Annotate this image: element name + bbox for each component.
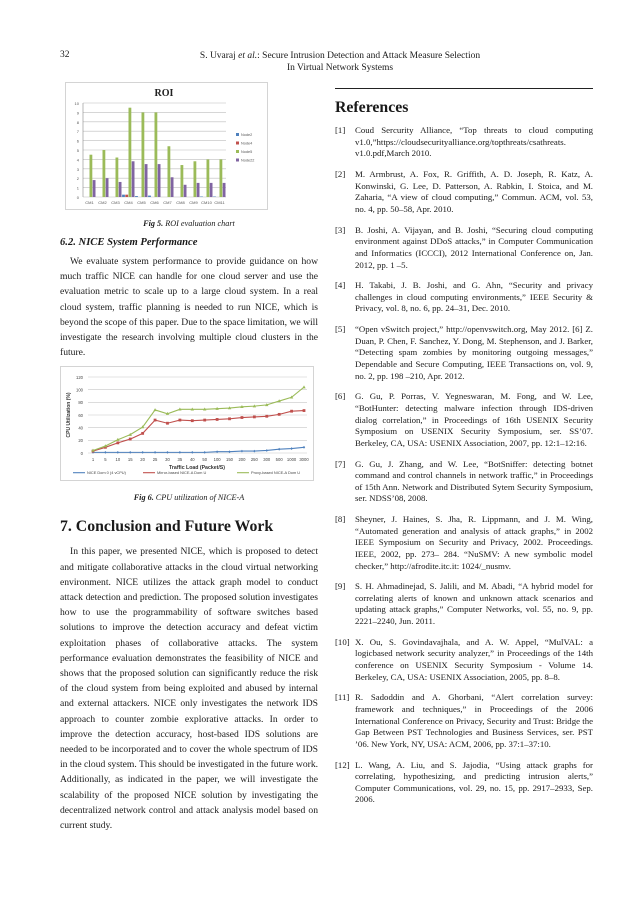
bar xyxy=(145,164,148,197)
reference-item xyxy=(335,637,593,683)
y-tick-label: 20 xyxy=(78,438,83,444)
header-title-line2: In Virtual Network Systems xyxy=(286,63,394,73)
y-tick-label: 6 xyxy=(76,138,79,144)
data-marker xyxy=(290,448,292,451)
running-header xyxy=(140,50,540,74)
x-tick-label: CM8 xyxy=(176,200,185,205)
reference-text: Coud Sercurity Alliance, “Top threats to cloud computing v1.0,”https://cloudsecurityalliance.org/topthreats/csathreats. v1.0.pdf,March 2010. xyxy=(355,125,593,159)
chart-title: ROI xyxy=(154,88,174,99)
reference-number: [1] xyxy=(335,125,346,136)
bar xyxy=(135,196,138,197)
reference-number: [12] xyxy=(335,759,350,770)
x-tick-label: 150 xyxy=(226,457,234,463)
bar xyxy=(142,112,145,197)
bar xyxy=(90,155,93,197)
reference-item xyxy=(335,391,593,449)
bar xyxy=(181,165,184,197)
x-tick-label: 50 xyxy=(202,457,208,463)
reference-item xyxy=(335,280,593,315)
legend-label: Node4 xyxy=(241,141,253,146)
x-tick-label: 30 xyxy=(165,457,170,463)
x-tick-label: 200 xyxy=(238,457,246,463)
reference-number: [10] xyxy=(335,636,350,647)
x-tick-label: 25 xyxy=(152,457,158,463)
x-tick-label: 35 xyxy=(177,457,183,463)
reference-text: M. Armbrust, A. Fox, R. Griffith, A. D. Joseph, R. Katz, A. Konwinski, G. Lee, D. Patterson, A. Rabkin, I. Stoica, and M. Zaharia, “A view of cloud computing,” Commun. ACM, vol. 53, no. 4, pp. 50–58, Apr. 2010. xyxy=(355,169,593,214)
bar xyxy=(129,108,132,197)
data-marker xyxy=(141,451,143,454)
right-column xyxy=(335,88,593,815)
figure6-caption-label: Fig 6. xyxy=(133,493,154,503)
y-tick-label: 4 xyxy=(76,157,79,163)
bar xyxy=(184,185,187,197)
y-tick-label: 40 xyxy=(78,425,83,431)
bar xyxy=(106,178,109,197)
data-marker xyxy=(302,386,305,389)
reference-item xyxy=(335,324,593,382)
x-tick-label: CM6 xyxy=(150,200,159,205)
x-tick-label: 15 xyxy=(127,457,133,463)
reference-text: H. Takabi, J. B. Joshi, and G. Ahn, “Security and privacy challenges in cloud computing environments,” IEEE Security & Privacy, vol. 8, no. 6, pp. 24–31, Dec. 2010. xyxy=(355,280,593,314)
x-tick-label: 5 xyxy=(104,457,107,463)
header-etal: et al. xyxy=(238,51,258,61)
bar xyxy=(158,164,161,197)
y-axis-label: CPU Utilization (%) xyxy=(66,392,72,438)
header-title-line1: : Secure Intrusion Detection and Attack Measure Selection xyxy=(257,51,481,61)
y-tick-label: 9 xyxy=(76,110,79,116)
y-tick-label: 1 xyxy=(76,185,79,191)
y-tick-label: 10 xyxy=(74,101,79,106)
data-marker xyxy=(253,450,255,453)
bar xyxy=(122,195,125,197)
reference-item xyxy=(335,581,593,627)
reference-number: [7] xyxy=(335,458,346,469)
reference-text: S. H. Ahmadinejad, S. Jalili, and M. Abadi, “A hybrid model for correlating alerts of known and unknown attack scenarios and updating attack graphs,” Computer Networks, vol. 55, no. 9, pp. 2221–2240, Jun. 2011. xyxy=(355,581,593,627)
y-tick-label: 60 xyxy=(78,413,83,419)
data-marker xyxy=(166,451,168,454)
bar xyxy=(125,195,128,197)
data-marker xyxy=(129,451,131,454)
y-tick-label: 2 xyxy=(76,176,79,182)
legend-swatch xyxy=(236,159,239,162)
data-marker xyxy=(203,419,206,422)
figure5-caption xyxy=(60,219,318,228)
x-tick-label: 250 xyxy=(250,457,258,463)
x-tick-label: CM9 xyxy=(189,200,198,205)
reference-number: [4] xyxy=(335,280,346,291)
bar xyxy=(194,161,197,197)
y-tick-label: 0 xyxy=(80,451,83,457)
data-marker xyxy=(303,446,305,449)
x-tick-label: 10 xyxy=(115,457,121,463)
bar xyxy=(93,180,96,197)
reference-item xyxy=(335,459,593,505)
data-marker xyxy=(116,442,119,445)
data-marker xyxy=(303,410,306,413)
references-divider xyxy=(335,88,593,89)
x-tick-label: CM1 xyxy=(85,200,94,205)
reference-item xyxy=(335,760,593,806)
bar xyxy=(197,183,200,197)
reference-item xyxy=(335,169,593,215)
x-tick-label: 100 xyxy=(213,457,221,463)
reference-text: X. Ou, S. Govindavajhala, and A. W. Appel, “MulVAL: a logicbased network security analyzer,” in Proceedings of the 14th conference on USENIX Security Symposium - Volume 14. Berkeley, CA, USA: USENIX Association, 2005, pp. 8–8. xyxy=(355,636,593,682)
legend-swatch xyxy=(236,150,239,153)
reference-text: “Open vSwitch project,” http://openvswitch.org, May 2012. [6] Z. Duan, P. Chen, F. Sanchez, Y. Dong, M. Stephenson, and J. Barker, “Detecting spam zombies by monitoring outgoing messages,” Dependable and Secure Computing, IEEE Transactions on, vol. 9, no. 2, pp. 198 –210, Apr. 2012. xyxy=(355,324,593,381)
legend-label: Mirror-based NICE-A Dom U xyxy=(157,470,207,476)
data-marker xyxy=(178,419,181,422)
x-axis-label: Traffic Load (Packet/S) xyxy=(169,465,225,472)
data-marker xyxy=(154,451,156,454)
data-marker xyxy=(166,422,169,425)
data-marker xyxy=(216,418,219,421)
data-marker xyxy=(104,451,106,454)
page-number: 32 xyxy=(60,50,70,60)
y-tick-label: 5 xyxy=(76,148,79,153)
x-tick-label: CM4 xyxy=(124,200,133,205)
section-7-heading: 7. Conclusion and Future Work xyxy=(60,518,274,536)
series-line xyxy=(93,448,304,453)
cpu-utilization-chart xyxy=(60,366,314,481)
data-marker xyxy=(278,448,280,451)
data-marker xyxy=(266,449,268,452)
left-column xyxy=(60,82,318,833)
bar xyxy=(210,183,213,197)
reference-text: G. Gu, P. Porras, V. Yegneswaran, M. Fong, and W. Lee, “BotHunter: detecting malware infection through IDS-driven dialog correlation,” in Proceedings of 16th USENIX Security Symposium on USENIX Security Symposium, ser. SS’07. Berkeley, CA, USA: USENIX Association, 2007, pp. 12:1–12:16. xyxy=(355,391,593,448)
reference-item xyxy=(335,514,593,572)
data-marker xyxy=(290,410,293,413)
legend-label: Node5 xyxy=(241,150,253,154)
x-tick-label: CM11 xyxy=(214,200,225,205)
bar xyxy=(168,146,171,197)
x-tick-label: 1000 xyxy=(286,457,297,463)
legend-swatch xyxy=(236,133,239,136)
figure6-caption-text: CPU utilization of NICE-A xyxy=(153,493,245,503)
section-6-2-heading: 6.2. NICE System Performance xyxy=(60,237,198,248)
figure5-caption-label: Fig 5. xyxy=(143,219,164,228)
data-marker xyxy=(241,417,244,420)
bar xyxy=(119,182,122,197)
y-tick-label: 80 xyxy=(78,400,83,406)
reference-text: R. Sadoddin and A. Ghorbani, “Alert correlation survey: framework and techniques,” in Proceedings of the 2006 International Conference on Privacy, Security and Trust: Bridge the Gap Between PST Technologies and Business Services, ser. PST ’06. New York, NY, USA: ACM, 2006, pp. 37:1–37:10. xyxy=(355,692,593,749)
x-tick-label: CM10 xyxy=(201,200,212,205)
data-marker xyxy=(228,418,231,421)
x-tick-label: CM2 xyxy=(98,200,107,205)
x-tick-label: 3000 xyxy=(299,457,309,463)
y-tick-label: 0 xyxy=(76,195,79,200)
legend-label: NICE Dom 0 (4 vCPU) xyxy=(87,470,126,476)
legend-swatch xyxy=(236,142,239,145)
x-tick-label: 500 xyxy=(275,457,283,463)
y-tick-label: 100 xyxy=(76,387,83,393)
references-heading: References xyxy=(335,99,409,117)
figure5-caption-text: ROI evaluation chart xyxy=(163,219,235,228)
data-marker xyxy=(129,438,132,441)
data-marker xyxy=(141,432,144,435)
bar xyxy=(171,177,174,197)
section-7-paragraph: In this paper, we presented NICE, which is proposed to detect and mitigate collaborative attacks in the cloud virtual networking environment. NICE utilizes the attack graph model to conduct attack detection and prediction. The proposed solution investigates how to use the programmability of software switches based solutions to improve the detection accuracy and defeat victim exploitation phases of collaborative attacks. The system performance evaluation demonstrates the feasibility of NICE and shows that the proposed solution can significantly reduce the risk of the cloud system from being exploited and abused by internal and external attackers. NICE only investigates the network IDS approach to counter zombie explorative attacks. In order to improve the detection accuracy, host-based IDS solutions are needed to be incorporated and to cover the whole spectrum of IDS in the cloud system. This should be investigated in the future work. Additionally, as indicated in the paper, we will investigate the scalability of the proposed NICE solution by investigating the decentralized network control and attack analysis model based on current study. xyxy=(60,546,319,832)
reference-text: Sheyner, J. Haines, S. Jha, R. Lippmann, and J. M. Wing, “Automated generation and analysis of attack graphs,” in 2002 IEEE Symposium on Security and Privacy, 2002. Proceedings. IEEE, 2002, pp. 273– 284. “NuSMV: A new symbolic model checker,” http://afrodite.itc.it: 1024/_nusmv. xyxy=(355,514,593,571)
reference-number: [8] xyxy=(335,514,346,525)
x-tick-label: CM3 xyxy=(111,200,120,205)
section-6-2-paragraph: We evaluate system performance to provide guidance on how much traffic NICE can handle for one cloud server and use the evaluation metric to scale up to a large cloud system. In a real cloud system, traffic planning is needed to run NICE, which is beyond the scope of this paper. Due to the space limitation, we will investigate the research involving multiple cloud clusters in the future. xyxy=(60,256,318,359)
data-marker xyxy=(278,413,281,416)
x-tick-label: CM5 xyxy=(137,200,146,205)
data-marker xyxy=(179,451,181,454)
reference-item xyxy=(335,692,593,750)
reference-item xyxy=(335,125,593,160)
reference-number: [2] xyxy=(335,169,346,180)
legend-label: Proxy-based NICE-A Dom U xyxy=(251,470,301,476)
cpu-chart-svg xyxy=(61,367,313,480)
reference-text: G. Gu, J. Zhang, and W. Lee, “BotSniffer: detecting botnet command and control channels in network traffic,” in Proceedings of 15th Ann. Network and Distributed Sytem Security Symposium, ser. NDSS’08, 2008. xyxy=(355,458,593,504)
data-marker xyxy=(154,419,157,422)
series-line xyxy=(93,411,304,452)
legend-label: Node22 xyxy=(241,158,255,163)
data-marker xyxy=(265,415,268,418)
y-tick-label: 8 xyxy=(76,119,79,125)
data-marker xyxy=(253,416,256,419)
bar xyxy=(103,150,106,197)
figure6-caption xyxy=(60,493,318,502)
bar xyxy=(148,196,151,197)
data-marker xyxy=(191,420,194,423)
reference-number: [9] xyxy=(335,581,346,592)
bar xyxy=(223,183,226,197)
reference-number: [11] xyxy=(335,692,350,703)
legend-label: Node2 xyxy=(241,133,253,137)
reference-number: [6] xyxy=(335,391,346,402)
header-authors: S. Uvaraj xyxy=(199,51,236,61)
x-tick-label: 20 xyxy=(140,457,145,463)
data-marker xyxy=(153,409,156,412)
reference-number: [3] xyxy=(335,224,346,235)
roi-chart xyxy=(65,82,268,210)
reference-text: B. Joshi, A. Vijayan, and B. Joshi, “Securing cloud computing environment against DDoS attacks,” in Computer Communication and Informatics (ICCCI), 2012 International Conference on, Jan. 2012, pp. 1 –5. xyxy=(355,224,593,270)
reference-item xyxy=(335,225,593,271)
x-tick-label: CM7 xyxy=(163,200,172,205)
reference-number: [5] xyxy=(335,324,346,335)
data-marker xyxy=(191,451,193,454)
bar xyxy=(155,112,158,197)
bar xyxy=(220,159,223,197)
x-tick-label: 300 xyxy=(263,457,271,463)
data-marker xyxy=(117,451,119,454)
data-marker xyxy=(204,451,206,454)
x-tick-label: 40 xyxy=(189,457,195,463)
y-tick-label: 120 xyxy=(76,375,83,381)
reference-text: L. Wang, A. Liu, and S. Jajodia, “Using attack graphs for correlating, hypothesizing, and predicting intrusion alerts,” Computer Communications, vol. 29, no. 15, pp. 2917–2933, Sep. 2006. xyxy=(355,759,593,805)
y-tick-label: 7 xyxy=(76,129,79,135)
roi-chart-svg xyxy=(66,83,267,209)
x-tick-label: 1 xyxy=(91,457,95,463)
bar xyxy=(116,158,119,197)
bar xyxy=(207,159,210,197)
data-marker xyxy=(241,450,243,453)
bar xyxy=(132,161,135,197)
y-tick-label: 3 xyxy=(76,166,79,172)
references-list xyxy=(335,125,593,806)
